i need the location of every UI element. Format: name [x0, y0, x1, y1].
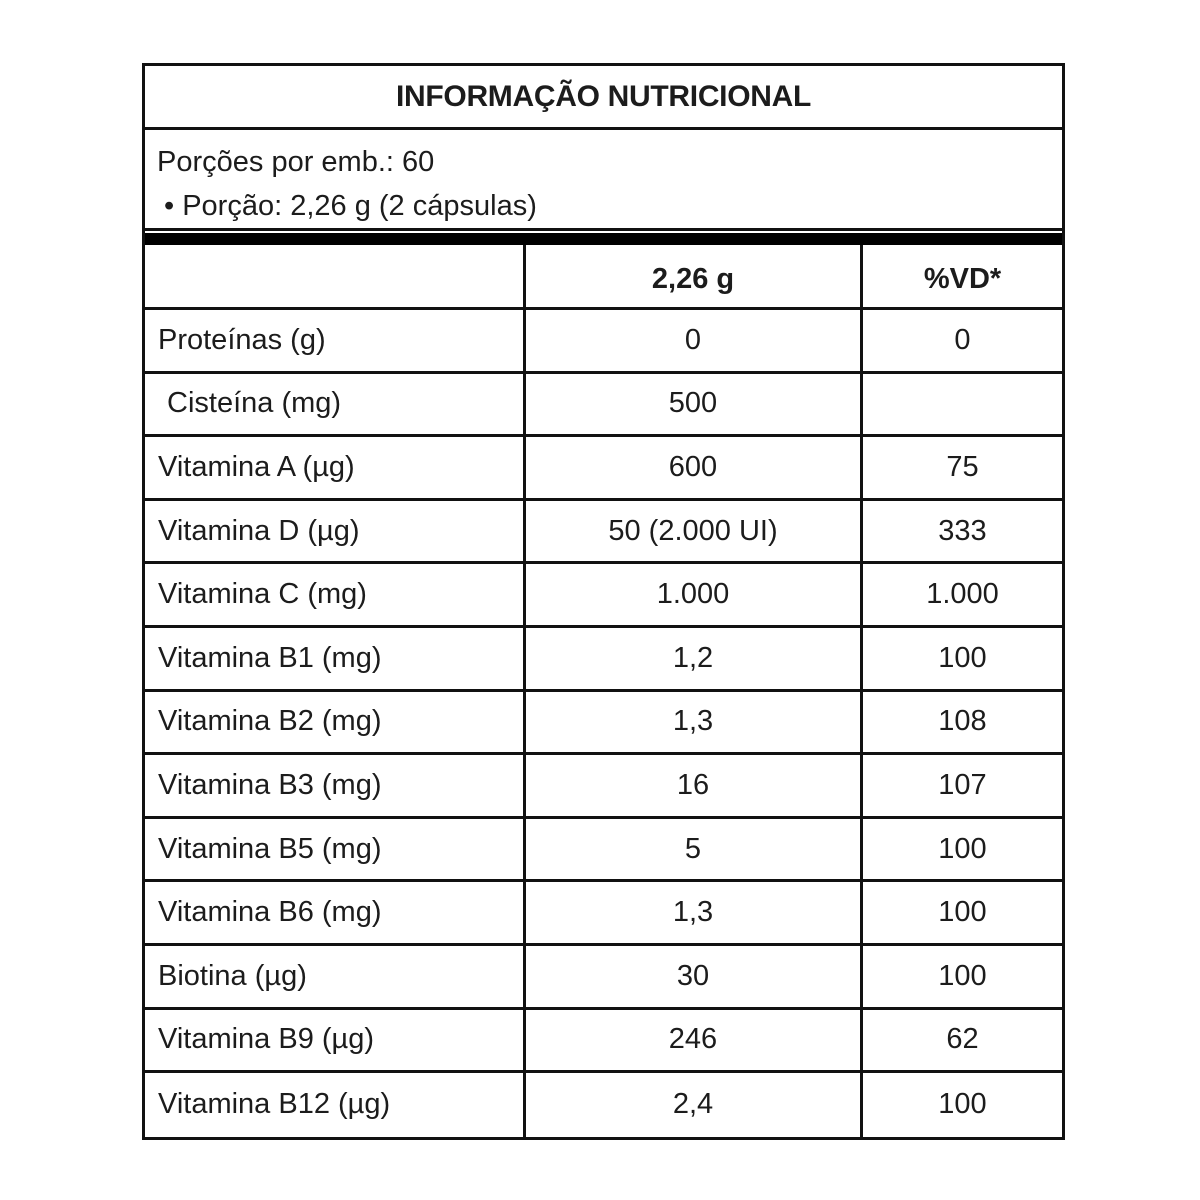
amount-column-header: 2,26 g [523, 245, 860, 307]
dv-value: 0 [860, 310, 1062, 371]
nutrient-label: Vitamina B5 (mg) [158, 832, 382, 865]
nutrient-label: Biotina (µg) [158, 959, 307, 992]
table-row [145, 755, 1062, 819]
amount-value: 500 [523, 374, 860, 435]
table-row [145, 1010, 1062, 1074]
table-row [145, 692, 1062, 756]
table-title: INFORMAÇÃO NUTRICIONAL [145, 66, 1062, 130]
table-row [145, 501, 1062, 565]
dv-value: 100 [860, 1073, 1062, 1137]
nutrient-label: Vitamina B3 (mg) [158, 768, 382, 801]
amount-value: 1,3 [523, 882, 860, 943]
amount-value: 50 (2.000 UI) [523, 501, 860, 562]
servings-per-pack: Porções por emb.: 60 [157, 146, 435, 178]
table-row [145, 946, 1062, 1010]
table-row [145, 882, 1062, 946]
amount-value: 1,3 [523, 692, 860, 753]
nutrient-label: Vitamina B12 (µg) [158, 1088, 391, 1121]
dv-value: 108 [860, 692, 1062, 753]
serving-info-section [145, 130, 1062, 231]
nutrient-label: Vitamina B6 (mg) [158, 896, 382, 929]
amount-value: 246 [523, 1010, 860, 1071]
dv-value: 107 [860, 755, 1062, 816]
thick-separator-bar [145, 233, 1062, 245]
table-row [145, 437, 1062, 501]
dv-value: 100 [860, 882, 1062, 943]
dv-value: 100 [860, 946, 1062, 1007]
nutrition-facts-table [142, 63, 1065, 1140]
dv-value: 100 [860, 819, 1062, 880]
amount-value: 16 [523, 755, 860, 816]
dv-value: 1.000 [860, 564, 1062, 625]
serving-size: • Porção: 2,26 g (2 cápsulas) [164, 190, 537, 222]
dv-value: 333 [860, 501, 1062, 562]
dv-value: 75 [860, 437, 1062, 498]
nutrient-label: Vitamina B1 (mg) [158, 641, 382, 674]
nutrient-label: Cisteína (mg) [167, 387, 342, 420]
dv-value: 62 [860, 1010, 1062, 1071]
table-row [145, 1073, 1062, 1137]
empty-header-cell [145, 245, 523, 307]
nutrient-label: Vitamina B9 (µg) [158, 1023, 375, 1056]
table-row [145, 374, 1062, 438]
table-row [145, 564, 1062, 628]
nutrient-label: Vitamina B2 (mg) [158, 705, 382, 738]
amount-value: 1,2 [523, 628, 860, 689]
table-row [145, 819, 1062, 883]
column-header-row [145, 245, 1062, 310]
amount-value: 30 [523, 946, 860, 1007]
dv-value: 100 [860, 628, 1062, 689]
dv-value [860, 374, 1062, 435]
table-row [145, 310, 1062, 374]
nutrient-label: Vitamina A (µg) [158, 450, 355, 483]
amount-value: 2,4 [523, 1073, 860, 1137]
amount-value: 0 [523, 310, 860, 371]
nutrient-label: Proteínas (g) [158, 323, 326, 356]
nutrient-label: Vitamina D (µg) [158, 514, 360, 547]
nutrient-label: Vitamina C (mg) [158, 578, 367, 611]
dv-column-header: %VD* [860, 245, 1062, 307]
amount-value: 600 [523, 437, 860, 498]
table-row [145, 628, 1062, 692]
amount-value: 5 [523, 819, 860, 880]
amount-value: 1.000 [523, 564, 860, 625]
